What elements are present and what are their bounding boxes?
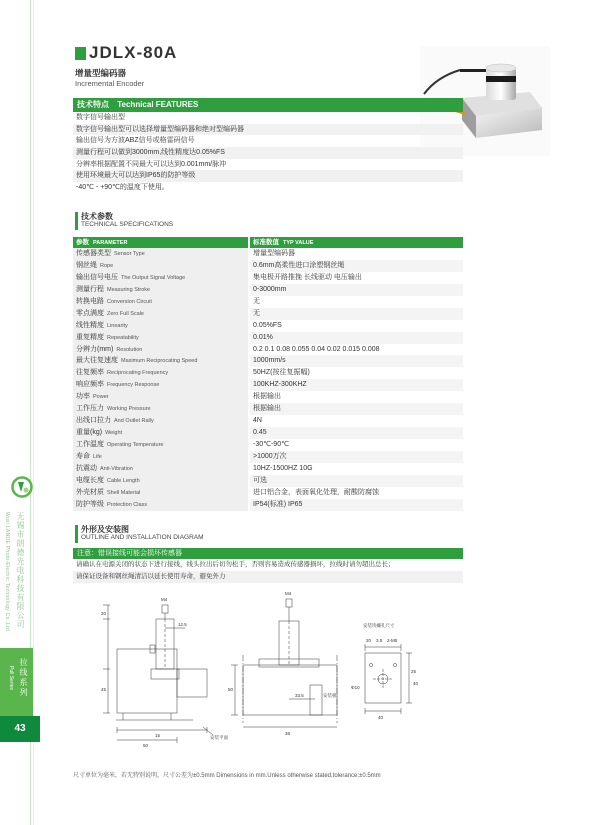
spec-value: -30℃-90℃ xyxy=(253,441,289,448)
specs-rows xyxy=(73,248,463,511)
spec-param-en: Resolution xyxy=(116,346,143,353)
spec-param-en: Protection Class xyxy=(107,501,148,508)
dim-label: 15 xyxy=(155,733,161,738)
spec-value: 10HZ-1500HZ 10G xyxy=(253,464,313,472)
spec-value: 100KHZ-300KHZ xyxy=(250,379,463,391)
spec-row xyxy=(73,463,463,475)
spec-param-cn: 工作温度 xyxy=(76,441,104,448)
spec-value: 0.01% xyxy=(250,332,463,344)
spec-param-cn: 电缆长度 xyxy=(76,476,104,484)
spec-param xyxy=(73,403,248,415)
spec-param xyxy=(73,344,248,356)
spec-row xyxy=(73,403,463,415)
specs-header-row xyxy=(73,237,463,248)
section-marker xyxy=(75,525,78,543)
spec-row xyxy=(73,487,463,499)
features-header xyxy=(73,98,463,112)
spec-param xyxy=(73,415,248,427)
spec-param-en: Cable Length xyxy=(107,477,140,484)
spec-param-cn: 外壳材质 xyxy=(76,488,104,496)
spec-row xyxy=(73,344,463,356)
spec-row xyxy=(73,260,463,272)
spec-param xyxy=(73,439,248,451)
spec-value: >1000万次 xyxy=(250,451,463,463)
spec-param-en: Maximum Reciprocating Speed xyxy=(121,358,198,365)
spec-value: 0.6mm高柔性进口涂塑钢丝绳 xyxy=(250,260,463,272)
spec-value: 0-3000mm xyxy=(250,284,463,296)
spec-param xyxy=(73,320,248,332)
dim-label: 45 xyxy=(101,687,107,692)
spec-param-cn: 工作压力 xyxy=(76,405,104,413)
spec-param-cn: 零点满度 xyxy=(76,309,104,317)
spec-row xyxy=(73,367,463,379)
subtitle-cn: 增量型编码器 xyxy=(75,68,127,78)
spec-row xyxy=(73,427,463,439)
spec-param xyxy=(73,463,248,475)
spec-param-en: Frequency Response xyxy=(107,382,160,389)
dimension-footnote: 尺寸单位为毫米，若无特别说明，尺寸公差为±0.5mm Dimensions in mm.Unless otherwise stated,tolerance:±0.5mm xyxy=(73,773,381,779)
dim-label: 20 xyxy=(101,611,107,616)
spec-row xyxy=(73,320,463,332)
section-marker xyxy=(75,212,78,230)
spec-param-cn: 最大往复速度 xyxy=(76,357,118,365)
page-title: JDLX-80A xyxy=(89,43,178,62)
spec-param-en: Anti-Vibration xyxy=(100,465,133,472)
spec-param-en: Power xyxy=(93,394,109,401)
spec-value: 0.05%FS xyxy=(253,321,282,329)
dim-label: 38 xyxy=(285,731,291,736)
spec-row xyxy=(73,475,463,487)
spec-param-cn: 钢丝绳 xyxy=(76,261,97,269)
spec-param-cn: 重量(kg) xyxy=(76,429,103,437)
series-label-en: Pull Series xyxy=(8,666,14,690)
spec-param xyxy=(73,248,248,260)
spec-param-cn: 线性精度 xyxy=(76,321,104,329)
spec-param-en: Sensor Type xyxy=(114,251,145,257)
spec-param-cn: 测量行程 xyxy=(76,285,104,293)
spec-row xyxy=(73,296,463,308)
feature-row: 使用环境最大可以达到IP65的防护等级 xyxy=(73,170,463,182)
feature-row: 数字信号输出型可以选择增量型编码器和绝对型编码器 xyxy=(73,124,463,136)
spec-param-cn: 出线口拉力 xyxy=(76,417,111,425)
spec-row xyxy=(73,332,463,344)
spec-value: 4N xyxy=(253,417,262,425)
spec-row xyxy=(73,284,463,296)
spec-param-cn: 响应频率 xyxy=(76,381,104,389)
spec-param-cn: 分辨力(mm) xyxy=(76,345,114,353)
spec-param xyxy=(73,451,248,463)
spec-value: 进口铝合金，表面氧化处理，耐酸防腐蚀 xyxy=(253,488,379,496)
dim-label: 2-M5 xyxy=(387,638,398,643)
features-header-en: Technical FEATURES xyxy=(117,100,199,109)
title-marker xyxy=(75,47,86,60)
wiring-note-row: 请保证设备和钢丝绳清洁以延长使用寿命，避免外力 xyxy=(73,571,463,583)
spec-param-cn: 传感器类型 xyxy=(76,250,111,257)
spec-value: 0.45 xyxy=(250,427,463,439)
features-header-cn: 技术特点 xyxy=(77,100,109,109)
dim-label: M4 xyxy=(285,591,292,596)
spec-row xyxy=(73,355,463,367)
spec-value: 增量型编码器 xyxy=(253,250,295,257)
spec-row xyxy=(73,248,463,260)
dim-label: 25 xyxy=(411,669,417,674)
spec-param xyxy=(73,391,248,403)
spec-param-cn: 输出信号电压 xyxy=(76,273,118,281)
subtitle-en: Incremental Encoder xyxy=(75,79,145,88)
spec-param xyxy=(73,272,248,284)
spec-param-en: Weight xyxy=(105,430,123,437)
spec-param-en: Conversion Circuit xyxy=(107,298,152,305)
spec-param-cn: 往复频率 xyxy=(76,369,104,377)
spec-value: 50HZ(按往复振幅) xyxy=(253,369,310,377)
dim-label: 50 xyxy=(228,687,234,692)
diagram-heading-cn: 外形及安装图 xyxy=(81,525,129,534)
page-number: 43 xyxy=(0,716,40,742)
value-column-header: 标准数值 TYP VALUE xyxy=(250,237,463,248)
feature-row: -40℃ - +90℃的温度下使用。 xyxy=(76,184,169,192)
spec-value: 根据输出 xyxy=(253,393,281,401)
spec-value: 1000mm/s xyxy=(250,355,463,367)
spec-param-cn: 防护等级 xyxy=(76,500,104,508)
spec-value: 可选 xyxy=(250,475,463,487)
spec-param xyxy=(73,332,248,344)
company-name-en: Wuxi LANDE Photo-Electric Technology Co.,Ltd xyxy=(4,512,10,631)
spec-param-en: Rope xyxy=(100,262,114,269)
specs-heading-en: TECHNICAL SPECIFICATIONS xyxy=(81,221,174,228)
diagram-heading-en: OUTLINE AND INSTALLATION DIAGRAM xyxy=(81,534,204,541)
spec-value: 无 xyxy=(250,308,463,320)
left-rail xyxy=(0,0,40,825)
wiring-note xyxy=(73,548,463,583)
spec-param xyxy=(73,475,248,487)
spec-param xyxy=(73,355,248,367)
spec-param xyxy=(73,260,248,272)
spec-param-en: Working Pressure xyxy=(107,406,151,413)
spec-param xyxy=(73,499,248,511)
feature-row: 输出信号为方波ABZ信号或格雷码信号 xyxy=(76,137,195,145)
wiring-note-header: 注意：错误接线可能会损坏传感器 xyxy=(73,548,463,559)
spec-param-en: Shell Material xyxy=(107,489,141,496)
spec-row xyxy=(73,499,463,511)
spec-param xyxy=(73,427,248,439)
spec-row xyxy=(73,415,463,427)
dim-label: 40 xyxy=(378,715,384,720)
company-name-cn: 无锡市朗德光电科技有限公司 xyxy=(16,512,25,629)
spec-param xyxy=(73,367,248,379)
specs-table xyxy=(73,237,463,511)
dim-label: M4 xyxy=(161,597,168,602)
spec-param xyxy=(73,379,248,391)
series-tab xyxy=(0,648,33,716)
feature-row: 测量行程可以做到3000mm,线性精度达0.05%FS xyxy=(73,147,463,159)
spec-param-en: Operating Temperature xyxy=(107,442,164,448)
dim-label: 3.5 xyxy=(376,638,383,643)
spec-param-en: Life xyxy=(93,453,102,460)
dim-label: 安装块螺孔尺寸 xyxy=(363,623,395,628)
spec-row xyxy=(73,272,463,284)
spec-value: 0.2 0.1 0.08 0.055 0.04 0.02 0.015 0.008 xyxy=(253,345,380,353)
dim-label: 40 xyxy=(413,681,419,686)
spec-row xyxy=(73,308,463,320)
spec-param xyxy=(73,296,248,308)
spec-row xyxy=(73,439,463,451)
spec-param-en: The Output Signal Voltage xyxy=(121,274,186,281)
spec-param-cn: 功率 xyxy=(76,393,90,401)
spec-row xyxy=(73,451,463,463)
spec-param xyxy=(73,487,248,499)
outline-drawing xyxy=(73,585,468,750)
dim-label: Φ10 xyxy=(351,685,360,690)
series-label-cn: 拉线系列 xyxy=(19,658,28,698)
spec-param-en: Reciprocating Frequency xyxy=(107,370,169,377)
dim-label: 50 xyxy=(143,743,149,748)
spec-value: 无 xyxy=(253,297,260,305)
specs-heading-cn: 技术参数 xyxy=(81,212,113,221)
spec-value: 根据输出 xyxy=(250,403,463,415)
spec-param-cn: 寿命 xyxy=(76,452,90,460)
dim-label: 安装板 xyxy=(323,693,337,698)
dim-label: 20 xyxy=(366,638,372,643)
feature-row: 分辨率根据配置不同最大可以达到0.001mm/脉冲 xyxy=(76,160,227,168)
spec-value: 集电极开路推挽 长线驱动 电压输出 xyxy=(253,273,362,281)
spec-param-cn: 抗震动 xyxy=(76,464,97,472)
features-table xyxy=(73,98,463,194)
spec-param-en: Linearity xyxy=(107,322,128,329)
param-column-header: 参数 PARAMETER xyxy=(73,237,248,248)
spec-param-cn: 重复精度 xyxy=(76,333,104,341)
dim-label: 12.5 xyxy=(178,622,187,627)
spec-param-en: Zero Full Scale xyxy=(107,310,144,317)
spec-param-cn: 转换电路 xyxy=(76,297,104,305)
spec-param-en: Repeatability xyxy=(107,334,139,341)
dim-label: 33.5 xyxy=(295,693,304,698)
wiring-note-row: 请确认在电源关闭的状态下进行接线，线头拉出后切勿松手，否则容易造成传感器损坏，拉线时请勿超出总长； xyxy=(76,561,395,568)
spec-param-en: Measuring Stroke xyxy=(107,286,151,293)
spec-param xyxy=(73,284,248,296)
company-logo-icon xyxy=(11,476,33,498)
spec-param-en: And Outlet Rally xyxy=(114,418,154,425)
spec-row xyxy=(73,379,463,391)
spec-value: IP54(标准) IP65 xyxy=(250,499,463,511)
rail-divider-secondary xyxy=(33,0,34,825)
spec-param xyxy=(73,308,248,320)
feature-row: 数字信号输出型 xyxy=(76,114,125,121)
spec-row xyxy=(73,391,463,403)
dim-label: 安装平面 xyxy=(210,735,228,740)
